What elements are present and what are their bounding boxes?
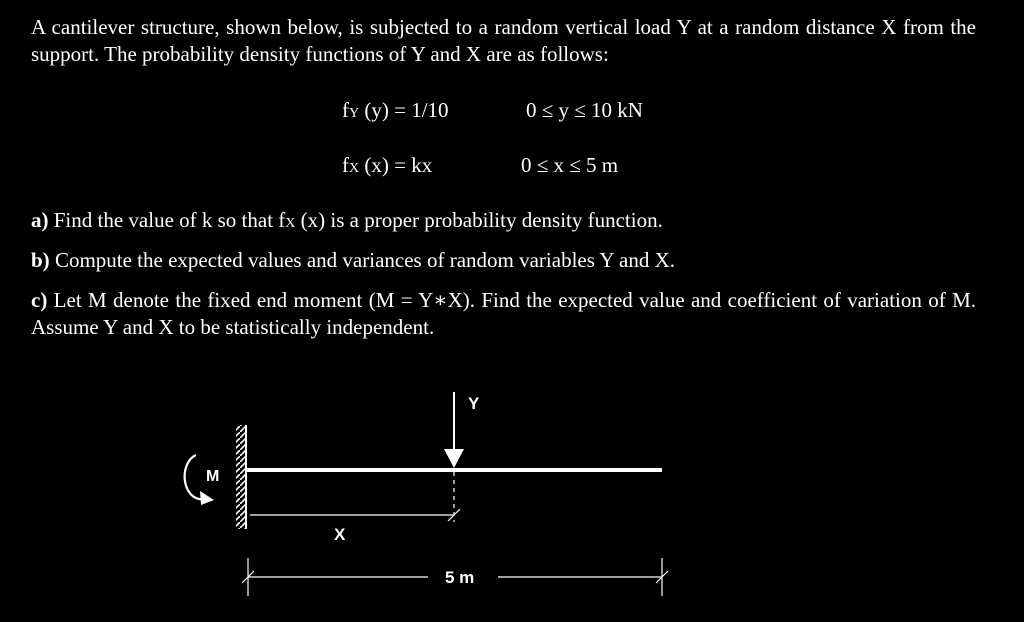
load-label: Y [468, 394, 480, 413]
question-c: c) Let M denote the fixed end moment (M = Y∗X). Find the expected value and coefficient of variation of M. Assume Y and X to be statistically independent. [31, 288, 976, 339]
moment-arrow-head [200, 491, 214, 505]
pdf-y-range: 0 ≤ y ≤ 10 kN [526, 98, 643, 122]
moment-arc [185, 455, 206, 499]
intro-text: A cantilever structure, shown below, is subjected to a random vertical load Y at a random distance X from the support. The probability density functions of Y and X are as follows: [31, 15, 976, 66]
fixed-support-hatch [236, 425, 246, 529]
load-arrow-head [444, 449, 464, 468]
question-a: a) Find the value of k so that fX (x) is a proper probability density function. [31, 208, 663, 232]
question-a-label: a) [31, 208, 49, 232]
moment-label: M [206, 468, 220, 485]
pdf-x-equation: fX (x) = kx [342, 153, 433, 177]
pdf-y-equation: fY (y) = 1/10 [342, 98, 449, 122]
distance-label: X [334, 525, 346, 544]
question-c-label: c) [31, 288, 48, 312]
pdf-x-range: 0 ≤ x ≤ 5 m [521, 153, 619, 177]
question-b-label: b) [31, 248, 50, 272]
length-label: 5 m [445, 568, 475, 587]
question-b: b) Compute the expected values and variances of random variables Y and X. [31, 248, 675, 272]
